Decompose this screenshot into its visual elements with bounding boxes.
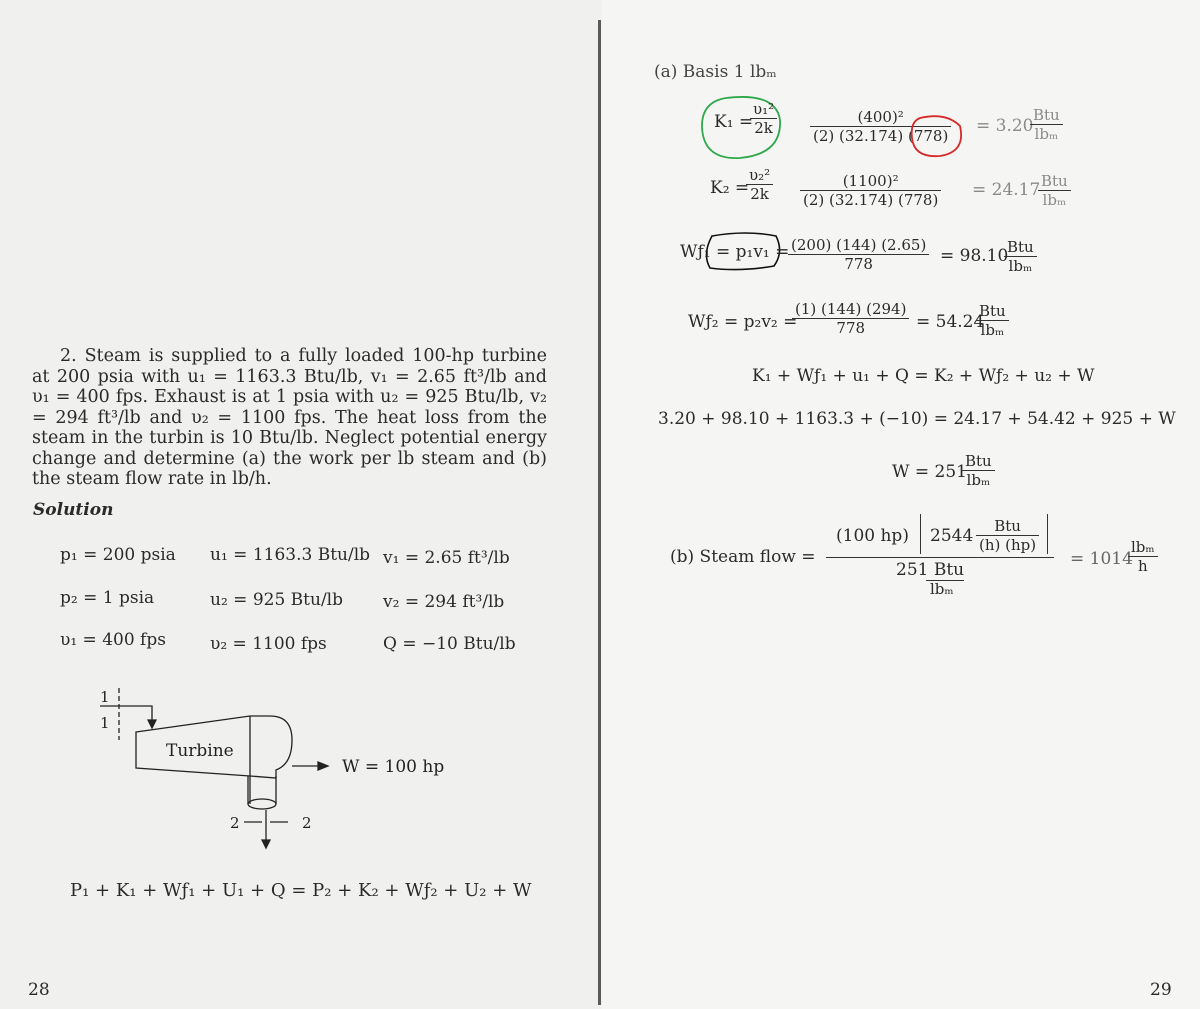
work-result-unit xyxy=(962,452,995,489)
wf1-lhs: Wƒ₁ = p₁v₁ = xyxy=(680,242,790,262)
steam-flow-den-btu: 251 Btu xyxy=(896,560,965,580)
steam-flow-fraction-bar xyxy=(826,557,1054,558)
wf1-den: 778 xyxy=(844,255,873,273)
k1-num: (400)² xyxy=(810,108,951,127)
k1-symbolic xyxy=(750,100,777,137)
inlet-arrow xyxy=(148,720,156,728)
exhaust-pipe-end xyxy=(248,799,276,809)
wf1-result: = 98.10 xyxy=(940,246,1009,266)
wf1-unit-den: lbₘ xyxy=(1008,257,1033,275)
steam-flow-conv-den: (h) (hp) xyxy=(979,536,1037,554)
k2-lhs: K₂ = xyxy=(710,178,750,198)
wf2-unit xyxy=(976,302,1009,339)
k2-sym-num: υ₂² xyxy=(746,166,773,185)
wf1-num: (200) (144) (2.65) xyxy=(788,236,929,255)
work-result-unit-num: Btu xyxy=(962,452,995,471)
wf2-lhs: Wƒ₂ = p₂v₂ = xyxy=(688,312,798,332)
k1-unit-den: lbₘ xyxy=(1034,125,1059,143)
k1-unit xyxy=(1030,106,1063,143)
balance-symbolic: K₁ + Wƒ₁ + u₁ + Q = K₂ + Wƒ₂ + u₂ + W xyxy=(752,366,1095,386)
k2-den: (2) (32.174) (778) xyxy=(803,191,939,209)
steam-flow-num-conversion: 2544 xyxy=(930,526,974,546)
k2-unit-num: Btu xyxy=(1038,172,1071,191)
energy-equation-lhs: P₁ + K₁ + Wƒ₁ + U₁ + Q = xyxy=(70,880,307,901)
wf2-unit-num: Btu xyxy=(976,302,1009,321)
given-v2: v₂ = 294 ft³/lb xyxy=(383,592,505,612)
given-p1: p₁ = 200 psia xyxy=(60,545,176,565)
k2-result: = 24.17 xyxy=(972,180,1041,200)
work-result: W = 251 xyxy=(892,462,967,482)
wf1-unit-num: Btu xyxy=(1004,238,1037,257)
wf2-result: = 54.24 xyxy=(916,312,985,332)
k1-lhs: K₁ = xyxy=(714,112,754,132)
work-arrow xyxy=(318,762,328,770)
given-u2: u₂ = 925 Btu/lb xyxy=(210,590,343,610)
steam-flow-unit-den: h xyxy=(1137,557,1148,575)
wf2-fraction xyxy=(792,300,909,337)
right-page xyxy=(602,0,1200,1009)
wf2-den: 778 xyxy=(836,319,866,337)
k1-den: (2) (32.174) (778) xyxy=(813,127,949,145)
steam-flow-label: (b) Steam flow = xyxy=(670,547,816,567)
problem-statement xyxy=(32,346,547,490)
energy-equation-rhs: P₂ + K₂ + Wƒ₂ + U₂ + W xyxy=(312,880,532,901)
k1-sym-den: 2k xyxy=(754,119,773,137)
energy-equation xyxy=(70,880,532,901)
given-q: Q = −10 Btu/lb xyxy=(383,634,516,654)
exit-label-left: 2 xyxy=(230,814,240,832)
balance-numeric: 3.20 + 98.10 + 1163.3 + (−10) = 24.17 + 54.42 + 925 + W xyxy=(658,409,1176,429)
work-output-label: W = 100 hp xyxy=(342,757,445,777)
given-u1: u₁ = 1163.3 Btu/lb xyxy=(210,545,371,565)
k2-unit-den: lbₘ xyxy=(1042,191,1067,209)
k2-sym-den: 2k xyxy=(750,185,769,203)
k2-num: (1100)² xyxy=(800,172,941,191)
wf2-num: (1) (144) (294) xyxy=(792,300,909,319)
given-v1: v₁ = 2.65 ft³/lb xyxy=(383,548,510,568)
book-gutter xyxy=(598,20,601,1005)
k1-sym-num: υ₁² xyxy=(750,100,777,119)
given-p2: p₂ = 1 psia xyxy=(60,588,155,608)
wf2-unit-den: lbₘ xyxy=(980,321,1005,339)
exit-label-right: 2 xyxy=(302,814,312,832)
k2-fraction xyxy=(800,172,941,209)
problem-text: 2. Steam is supplied to a fully loaded 100-hp turbine at 200 psia with u₁ = 1163.3 Btu/lb, v₁ = 2.65 ft³/lb and υ₁ = 400 fps. Exhaust is at 1 psia with u₂ = 925 Btu/lb, v₂ = 294 ft³/lb and υ₂ = 1100 fps. The heat loss from the steam in the turbin is 10 Btu/lb. Neglect potential energy change and determine (a) the work per lb steam and (b) the steam flow rate in lb/h. xyxy=(32,346,547,489)
steam-flow-den-lbm: lbₘ xyxy=(930,580,954,598)
k1-result: = 3.20 xyxy=(976,116,1034,136)
exit-arrow xyxy=(262,840,270,848)
k2-symbolic xyxy=(746,166,773,203)
inlet-label-top: 1 xyxy=(100,688,110,706)
turbine-label: Turbine xyxy=(166,741,234,761)
wf1-unit xyxy=(1004,238,1037,275)
steam-flow-result: = 1014 xyxy=(1070,549,1133,569)
basis-label: (a) Basis 1 lbₘ xyxy=(654,62,777,82)
given-vel1: υ₁ = 400 fps xyxy=(60,630,166,650)
wf1-fraction xyxy=(788,236,929,273)
red-circle-annotation xyxy=(906,112,966,160)
work-result-unit-den: lbₘ xyxy=(966,471,991,489)
inlet-label-bottom: 1 xyxy=(100,714,110,732)
steam-flow-num-hp: (100 hp) xyxy=(836,526,909,546)
k1-unit-num: Btu xyxy=(1030,106,1063,125)
turbine-diagram xyxy=(80,680,480,850)
solution-heading: Solution xyxy=(33,500,114,520)
page-number-left: 28 xyxy=(28,980,50,1000)
steam-flow-conversion-unit xyxy=(976,517,1039,554)
steam-flow-conv-num: Btu xyxy=(976,517,1039,536)
steam-flow-unit xyxy=(1128,538,1158,575)
k2-unit xyxy=(1038,172,1071,209)
steam-flow-unit-num: lbₘ xyxy=(1128,538,1158,557)
given-vel2: υ₂ = 1100 fps xyxy=(210,634,327,654)
page-number-right: 29 xyxy=(1150,980,1172,1000)
